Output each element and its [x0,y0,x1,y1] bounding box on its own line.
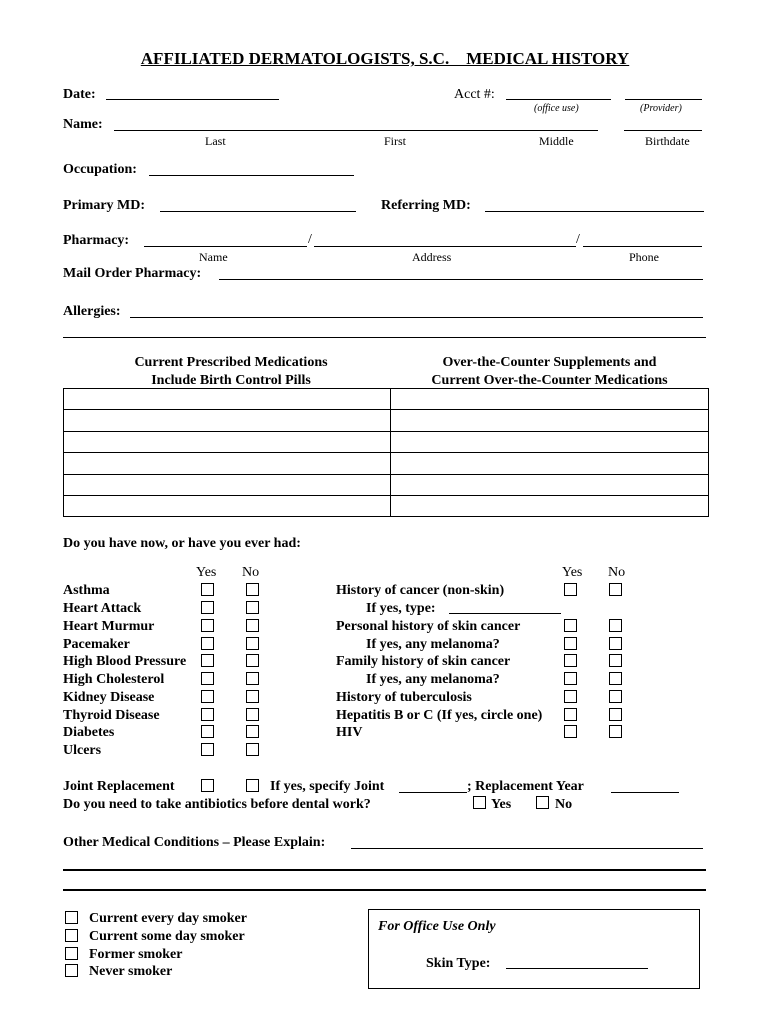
provider-field[interactable] [625,99,702,100]
condition-ulcers: Ulcers [63,743,102,758]
table-row [64,495,709,516]
otc-med-cell[interactable] [391,474,709,495]
condition-hiv: HIV [336,725,363,740]
condition-kidney-disease: Kidney Disease [63,690,155,705]
name-label: Name: [63,117,103,132]
table-row [64,389,709,410]
personal-skin-cancer-yes-checkbox[interactable] [564,619,577,632]
pharmacy-separator-2: / [576,232,580,247]
otc-med-cell[interactable] [391,453,709,474]
table-row [64,410,709,431]
otc-med-cell[interactable] [391,389,709,410]
right-yes-header: Yes [562,565,583,580]
name-caption-last: Last [205,134,226,148]
allergies-label: Allergies: [63,304,121,319]
family-melanoma-yes-checkbox[interactable] [564,672,577,685]
provider-caption: (Provider) [640,103,682,114]
otc-med-cell[interactable] [391,495,709,516]
asthma-no-checkbox[interactable] [246,583,259,596]
current-every-day-smoker-label: Current every day smoker [89,911,247,926]
antibiotics-yes-label: Yes [491,797,512,812]
hepatitis-yes-checkbox[interactable] [564,708,577,721]
replacement-year-field[interactable] [611,792,679,793]
occupation-label: Occupation: [63,162,137,177]
table-row [64,474,709,495]
acct-field[interactable] [506,99,611,100]
other-conditions-field-2[interactable] [63,869,706,871]
condition-high-blood-pressure: High Blood Pressure [63,654,187,669]
personal-skin-cancer-no-checkbox[interactable] [609,619,622,632]
pharmacy-phone-field[interactable] [583,246,702,247]
date-field[interactable] [106,99,279,100]
joint-specify-field[interactable] [399,792,467,793]
joint-replacement-label: Joint Replacement [63,779,175,794]
pharmacy-name-field[interactable] [144,246,307,247]
current-some-day-smoker-checkbox[interactable] [65,929,78,942]
hepatitis-no-checkbox[interactable] [609,708,622,721]
condition-asthma: Asthma [63,583,110,598]
pharmacy-caption-address: Address [412,250,452,264]
left-yes-header: Yes [196,565,217,580]
high-cholesterol-no-checkbox[interactable] [246,672,259,685]
heart-murmur-no-checkbox[interactable] [246,619,259,632]
name-field[interactable] [114,130,598,131]
skin-type-label: Skin Type: [426,956,491,971]
antibiotics-question: Do you need to take antibiotics before dental work? [63,797,371,812]
prescribed-med-cell[interactable] [64,431,391,452]
hiv-yes-checkbox[interactable] [564,725,577,738]
primary-md-field[interactable] [160,211,356,212]
joint-specify-label: If yes, specify Joint [270,779,385,794]
mail-order-label: Mail Order Pharmacy: [63,266,202,281]
condition-cancer-non-skin: History of cancer (non-skin) [336,583,505,598]
name-caption-birthdate: Birthdate [645,134,690,148]
former-smoker-checkbox[interactable] [65,947,78,960]
kidney-disease-yes-checkbox[interactable] [201,690,214,703]
diabetes-yes-checkbox[interactable] [201,725,214,738]
medications-table [63,388,709,517]
condition-family-melanoma: If yes, any melanoma? [366,672,500,687]
table-row [64,431,709,452]
diabetes-no-checkbox[interactable] [246,725,259,738]
mail-order-field[interactable] [219,279,703,280]
antibiotics-no-checkbox[interactable] [536,796,549,809]
pharmacy-caption-name: Name [199,250,228,264]
date-label: Date: [63,87,96,102]
personal-melanoma-yes-checkbox[interactable] [564,637,577,650]
condition-hepatitis: Hepatitis B or C (If yes, circle one) [336,708,543,723]
condition-heart-murmur: Heart Murmur [63,619,155,634]
primary-md-label: Primary MD: [63,198,146,213]
condition-personal-melanoma: If yes, any melanoma? [366,637,500,652]
allergies-field[interactable] [130,317,703,318]
condition-family-skin-cancer: Family history of skin cancer [336,654,511,669]
office-use-title: For Office Use Only [378,919,496,934]
pharmacy-label: Pharmacy: [63,233,130,248]
condition-thyroid-disease: Thyroid Disease [63,708,160,723]
ulcers-yes-checkbox[interactable] [201,743,214,756]
never-smoker-label: Never smoker [89,964,173,979]
skin-type-field[interactable] [506,968,648,969]
allergies-field-2[interactable] [63,337,706,338]
history-question: Do you have now, or have you ever had: [63,536,301,551]
thyroid-disease-yes-checkbox[interactable] [201,708,214,721]
antibiotics-yes-checkbox[interactable] [473,796,486,809]
left-no-header: No [242,565,260,580]
pharmacy-caption-phone: Phone [629,250,659,264]
replacement-year-label: ; Replacement Year [467,779,584,794]
condition-pacemaker: Pacemaker [63,637,130,652]
prescribed-med-cell[interactable] [64,474,391,495]
office-use-caption: (office use) [534,103,579,114]
high-cholesterol-yes-checkbox[interactable] [201,672,214,685]
condition-high-cholesterol: High Cholesterol [63,672,165,687]
pacemaker-yes-checkbox[interactable] [201,637,214,650]
former-smoker-label: Former smoker [89,947,183,962]
name-caption-first: First [384,134,407,148]
condition-personal-skin-cancer: Personal history of skin cancer [336,619,521,634]
condition-diabetes: Diabetes [63,725,115,740]
asthma-yes-checkbox[interactable] [201,583,214,596]
cancer-type-field[interactable] [449,613,561,614]
otc-med-cell[interactable] [391,410,709,431]
antibiotics-no-label: No [555,797,573,812]
prescribed-med-cell[interactable] [64,410,391,431]
occupation-field[interactable] [149,175,354,176]
table-row [64,453,709,474]
prescribed-meds-header-line2: Include Birth Control Pills [151,373,311,388]
prescribed-med-cell[interactable] [64,389,391,410]
right-no-header: No [608,565,626,580]
referring-md-field[interactable] [485,211,704,212]
otc-meds-header [390,355,709,389]
other-conditions-field[interactable] [351,848,703,849]
condition-tuberculosis: History of tuberculosis [336,690,472,705]
condition-heart-attack: Heart Attack [63,601,142,616]
tuberculosis-yes-checkbox[interactable] [564,690,577,703]
otc-med-cell[interactable] [391,431,709,452]
current-some-day-smoker-label: Current some day smoker [89,929,245,944]
tuberculosis-no-checkbox[interactable] [609,690,622,703]
name-caption-middle: Middle [539,134,574,148]
otc-meds-header-line1: Over-the-Counter Supplements and [442,355,657,370]
thyroid-disease-no-checkbox[interactable] [246,708,259,721]
prescribed-meds-header-line1: Current Prescribed Medications [134,355,328,370]
form-title: AFFILIATED DERMATOLOGISTS, S.C. MEDICAL HISTORY [140,49,630,68]
hiv-no-checkbox[interactable] [609,725,622,738]
cancer-no-checkbox[interactable] [609,583,622,596]
family-skin-cancer-yes-checkbox[interactable] [564,654,577,667]
family-skin-cancer-no-checkbox[interactable] [609,654,622,667]
heart-murmur-yes-checkbox[interactable] [201,619,214,632]
pharmacy-separator: / [308,232,312,247]
high-blood-pressure-no-checkbox[interactable] [246,654,259,667]
kidney-disease-no-checkbox[interactable] [246,690,259,703]
pharmacy-address-field[interactable] [314,246,576,247]
current-every-day-smoker-checkbox[interactable] [65,911,78,924]
prescribed-med-cell[interactable] [64,495,391,516]
acct-label: Acct #: [454,87,495,102]
prescribed-meds-header [63,355,399,389]
ulcers-no-checkbox[interactable] [246,743,259,756]
otc-meds-header-line2: Current Over-the-Counter Medications [431,373,668,388]
family-melanoma-no-checkbox[interactable] [609,672,622,685]
birthdate-field[interactable] [624,130,702,131]
heart-attack-no-checkbox[interactable] [246,601,259,614]
cancer-yes-checkbox[interactable] [564,583,577,596]
condition-cancer-type: If yes, type: [366,601,436,616]
other-conditions-label: Other Medical Conditions – Please Explain: [63,835,326,850]
personal-melanoma-no-checkbox[interactable] [609,637,622,650]
pacemaker-no-checkbox[interactable] [246,637,259,650]
heart-attack-yes-checkbox[interactable] [201,601,214,614]
prescribed-med-cell[interactable] [64,453,391,474]
joint-replacement-yes-checkbox[interactable] [201,779,214,792]
joint-replacement-no-checkbox[interactable] [246,779,259,792]
referring-md-label: Referring MD: [381,198,471,213]
high-blood-pressure-yes-checkbox[interactable] [201,654,214,667]
other-conditions-field-3[interactable] [63,889,706,891]
never-smoker-checkbox[interactable] [65,964,78,977]
